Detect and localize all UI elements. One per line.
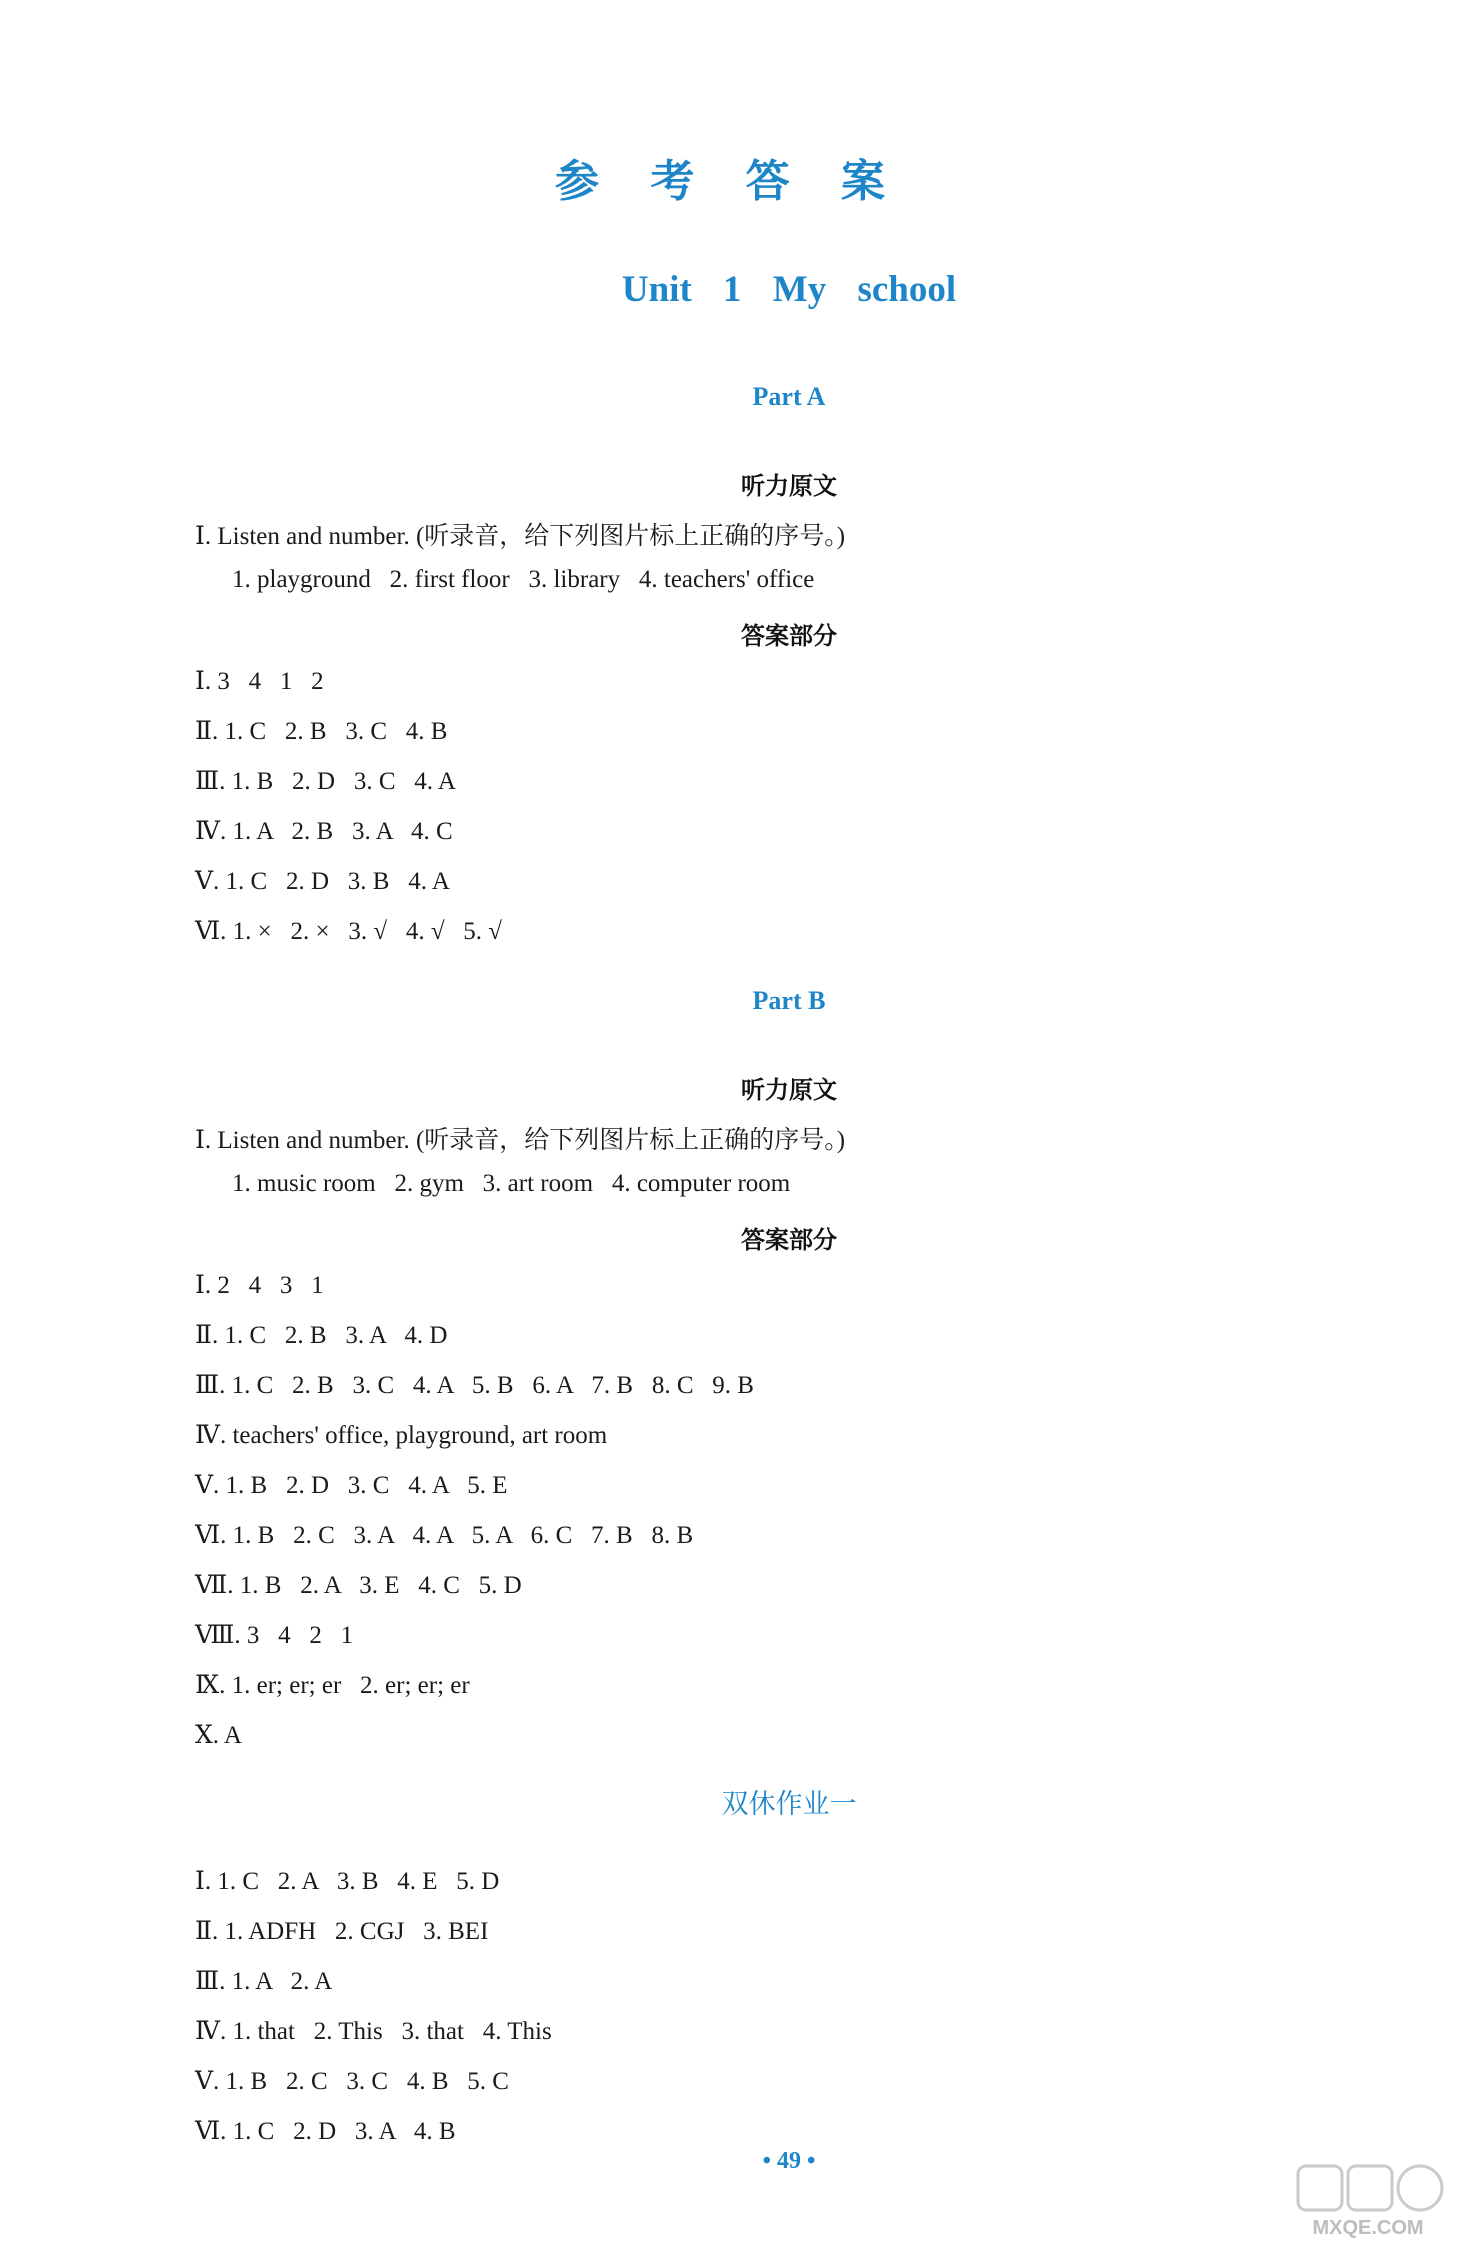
page-title: 参 考 答 案: [555, 156, 903, 207]
part-b-answer-line: Ⅰ. 2 4 3 1: [195, 1272, 324, 1299]
part-b-answer-line: Ⅴ. 1. B 2. D 3. C 4. A 5. E: [195, 1472, 508, 1499]
watermark-logo: [1288, 2162, 1448, 2240]
part-b-transcript-instruction: Ⅰ. Listen and number. (听录音，给下列图片标上正确的序号。): [195, 1127, 846, 1154]
part-b-transcript-heading: 听力原文: [741, 1076, 837, 1104]
part-a-transcript-items: 1. playground 2. first floor 3. library 4. teachers' office: [232, 566, 815, 593]
weekend-answer-line: Ⅲ. 1. A 2. A: [195, 1968, 333, 1995]
weekend-answer-line: Ⅳ. 1. that 2. This 3. that 4. This: [195, 2018, 552, 2045]
part-b-answer-line: Ⅲ. 1. C 2. B 3. C 4. A 5. B 6. A 7. B 8. C 9. B: [195, 1372, 754, 1399]
weekend-answer-line: Ⅱ. 1. ADFH 2. CGJ 3. BEI: [195, 1918, 489, 1945]
part-a-answer-line: Ⅴ. 1. C 2. D 3. B 4. A: [195, 868, 450, 895]
part-a-answer-line: Ⅰ. 3 4 1 2: [195, 668, 324, 695]
part-b-answer-line: Ⅸ. 1. er; er; er 2. er; er; er: [195, 1672, 470, 1699]
part-a-transcript-heading: 听力原文: [741, 472, 837, 500]
part-a-transcript-instruction: Ⅰ. Listen and number. (听录音，给下列图片标上正确的序号。): [195, 523, 846, 550]
part-a-answer-line: Ⅳ. 1. A 2. B 3. A 4. C: [195, 818, 453, 845]
part-b-title: Part B: [752, 986, 826, 1015]
part-b-answer-line: Ⅹ. A: [195, 1722, 242, 1749]
part-b-answer-line: Ⅶ. 1. B 2. A 3. E 4. C 5. D: [195, 1572, 522, 1599]
part-a-answer-line: Ⅱ. 1. C 2. B 3. C 4. B: [195, 718, 448, 745]
weekend-answer-line: Ⅵ. 1. C 2. D 3. A 4. B: [195, 2118, 456, 2145]
part-b-answers-heading: 答案部分: [741, 1226, 837, 1254]
page-number: • 49 •: [762, 2148, 816, 2174]
part-a-title: Part A: [752, 382, 826, 411]
part-b-answer-line: Ⅷ. 3 4 2 1: [195, 1622, 354, 1649]
weekend-homework-title: 双休作业一: [721, 1789, 857, 1820]
part-a-answer-line: Ⅵ. 1. × 2. × 3. √ 4. √ 5. √: [195, 918, 503, 945]
part-b-transcript-items: 1. music room 2. gym 3. art room 4. computer room: [232, 1170, 791, 1197]
svg-text:MXQE.COM: MXQE.COM: [1312, 2217, 1424, 2239]
part-b-answer-line: Ⅳ. teachers' office, playground, art room: [195, 1422, 608, 1449]
part-a-answer-line: Ⅲ. 1. B 2. D 3. C 4. A: [195, 768, 456, 795]
part-a-answers-heading: 答案部分: [741, 622, 837, 650]
part-b-answer-line: Ⅱ. 1. C 2. B 3. A 4. D: [195, 1322, 448, 1349]
part-b-answer-line: Ⅵ. 1. B 2. C 3. A 4. A 5. A 6. C 7. B 8. B: [195, 1522, 694, 1549]
unit-title: Unit 1 My school: [621, 269, 957, 310]
weekend-answer-line: Ⅰ. 1. C 2. A 3. B 4. E 5. D: [195, 1868, 500, 1895]
weekend-answer-line: Ⅴ. 1. B 2. C 3. C 4. B 5. C: [195, 2068, 509, 2095]
